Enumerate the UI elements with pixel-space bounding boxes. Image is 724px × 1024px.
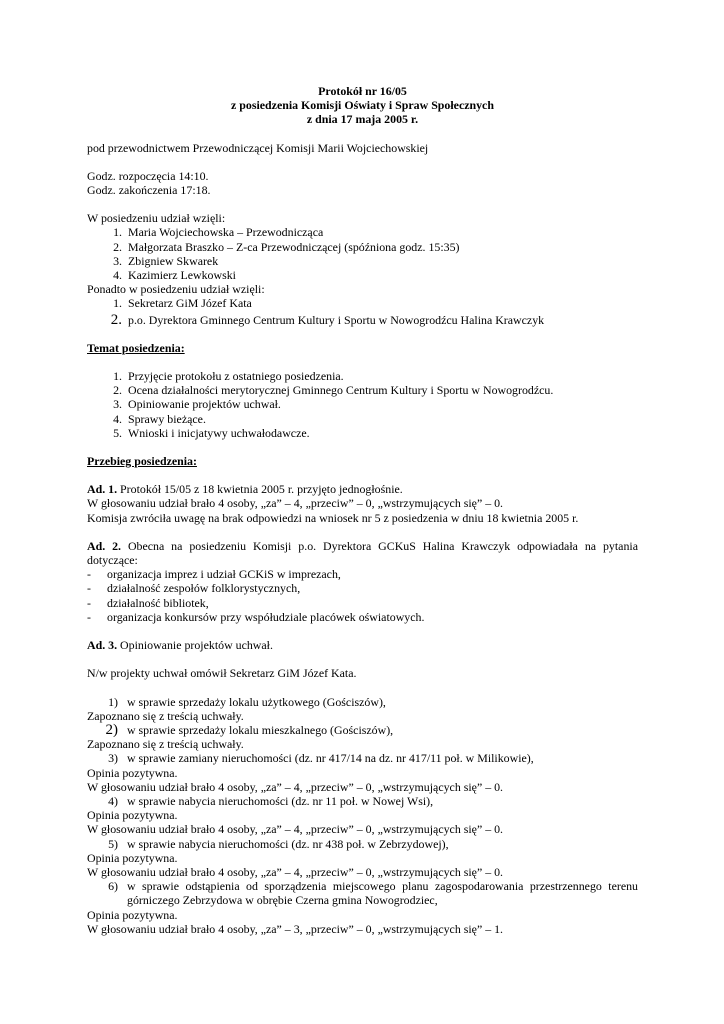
ad2-item: - organizacja imprez i udział GCKiS w imprezach, [87, 567, 341, 582]
proceedings-heading: Przebieg posiedzenia: [87, 454, 197, 469]
additional-participant-item: 1. Sekretarz GiM Józef Kata [113, 296, 252, 311]
resolution-vote: W głosowaniu udział brało 4 osoby, „za” – 4, „przeciw” – 0, „wstrzymujących się” – 0. [87, 822, 504, 837]
participants-heading: W posiedzeniu udział wzięli: [87, 211, 226, 226]
document-subtitle: z posiedzenia Komisji Oświaty i Spraw Społecznych [231, 98, 494, 113]
topic-item: 2. Ocena działalności merytorycznej Gminnego Centrum Kultury i Sportu w Nowogrodźcu. [113, 383, 554, 398]
resolution-item: 3) w sprawie zamiany nieruchomości (dz. nr 417/14 na dz. nr 417/11 poł. w Milikowie), [108, 751, 534, 766]
chair-line: pod przewodnictwem Przewodniczącej Komisji Marii Wojciechowskiej [87, 140, 429, 155]
document-date: z dnia 17 maja 2005 r. [306, 112, 419, 127]
resolution-note: Zapoznano się z treścią uchwały. [87, 737, 244, 752]
end-time: Godz. zakończenia 17:18. [87, 183, 211, 198]
resolution-vote: W głosowaniu udział brało 4 osoby, „za” – 3, „przeciw” – 0, „wstrzymujących się” – 1. [87, 921, 504, 936]
resolution-opinion: Opinia pozytywna. [87, 765, 178, 780]
ad1-note: Komisja zwróciła uwagę na brak odpowiedzi na wniosek nr 5 z posiedzenia w dniu 18 kwietnia 2005 r. [87, 510, 579, 525]
resolution-item: 5) w sprawie nabycia nieruchomości (dz. nr 438 poł. w Zebrzydowej), [108, 836, 449, 851]
resolution-opinion: Opinia pozytywna. [87, 850, 178, 865]
ad3-paragraph: Ad. 3. Opiniowanie projektów uchwał. [87, 638, 273, 653]
start-time: Godz. rozpoczęcia 14:10. [87, 168, 209, 183]
resolution-opinion: Opinia pozytywna. [87, 808, 178, 823]
topic-item: 4. Sprawy bieżące. [113, 411, 206, 426]
resolution-vote: W głosowaniu udział brało 4 osoby, „za” – 4, „przeciw” – 0, „wstrzymujących się” – 0. [87, 864, 504, 879]
resolution-item: 1) w sprawie sprzedaży lokalu użytkowego (Gościszów), [108, 694, 386, 709]
resolution-vote: W głosowaniu udział brało 4 osoby, „za” – 4, „przeciw” – 0, „wstrzymujących się” – 0. [87, 779, 504, 794]
ad3-intro: N/w projekty uchwał omówił Sekretarz GiM Józef Kata. [87, 666, 357, 681]
participant-item: 2. Małgorzata Braszko – Z-ca Przewodniczącej (spóźniona godz. 15:35) [113, 239, 460, 254]
participant-item: 1. Maria Wojciechowska – Przewodnicząca [113, 225, 324, 240]
topic-item: 1. Przyjęcie protokołu z ostatniego posiedzenia. [113, 369, 344, 384]
ad1-vote: W głosowaniu udział brało 4 osoby, „za” – 4, „przeciw” – 0, „wstrzymujących się” – 0. [87, 496, 504, 511]
topics-heading: Temat posiedzenia: [87, 340, 185, 355]
resolution-item: 4) w sprawie nabycia nieruchomości (dz. nr 11 poł. w Nowej Wsi), [108, 793, 434, 808]
topic-item: 3. Opiniowanie projektów uchwał. [113, 397, 281, 412]
additional-participant-item: 2. p.o. Dyrektora Gminnego Centrum Kultury i Sportu w Nowogrodźcu Halina Krawczyk [110, 311, 545, 328]
document-page [87, 84, 638, 936]
resolution-note: Zapoznano się z treścią uchwały. [87, 708, 244, 723]
ad2-item: - działalność bibliotek, [87, 595, 209, 610]
additional-heading: Ponadto w posiedzeniu udział wzięli: [87, 282, 265, 297]
ad2-item: - organizacja konkursów przy współudziale placówek oświatowych. [87, 609, 425, 624]
ad2-paragraph: Ad. 2. Obecna na posiedzeniu Komisji p.o. Dyrektora GCKuS Halina Krawczyk odpowiadała na pytania dotyczące: [87, 538, 638, 568]
ad1-paragraph: Ad. 1. Protokół 15/05 z 18 kwietnia 2005 r. przyjęto jednogłośnie. [87, 482, 403, 497]
ad2-item: - działalność zespołów folklorystycznych, [87, 581, 301, 596]
document-title: Protokół nr 16/05 [318, 84, 407, 98]
topic-item: 5. Wnioski i inicjatywy uchwałodawcze. [113, 425, 310, 440]
resolution-opinion: Opinia pozytywna. [87, 907, 178, 922]
participant-item: 3. Zbigniew Skwarek [113, 253, 219, 268]
resolution-item: 2) w sprawie sprzedaży lokalu mieszkalnego (Gościszów), [105, 721, 394, 738]
resolution-item: 6) w sprawie odstąpienia od sporządzenia miejscowego planu zagospodarowania przestrzennego terenu górniczego Zebrzydowa w obrębie Czerna gmina Nowogrodziec, [108, 879, 638, 908]
participant-item: 4. Kazimierz Lewkowski [113, 268, 236, 283]
